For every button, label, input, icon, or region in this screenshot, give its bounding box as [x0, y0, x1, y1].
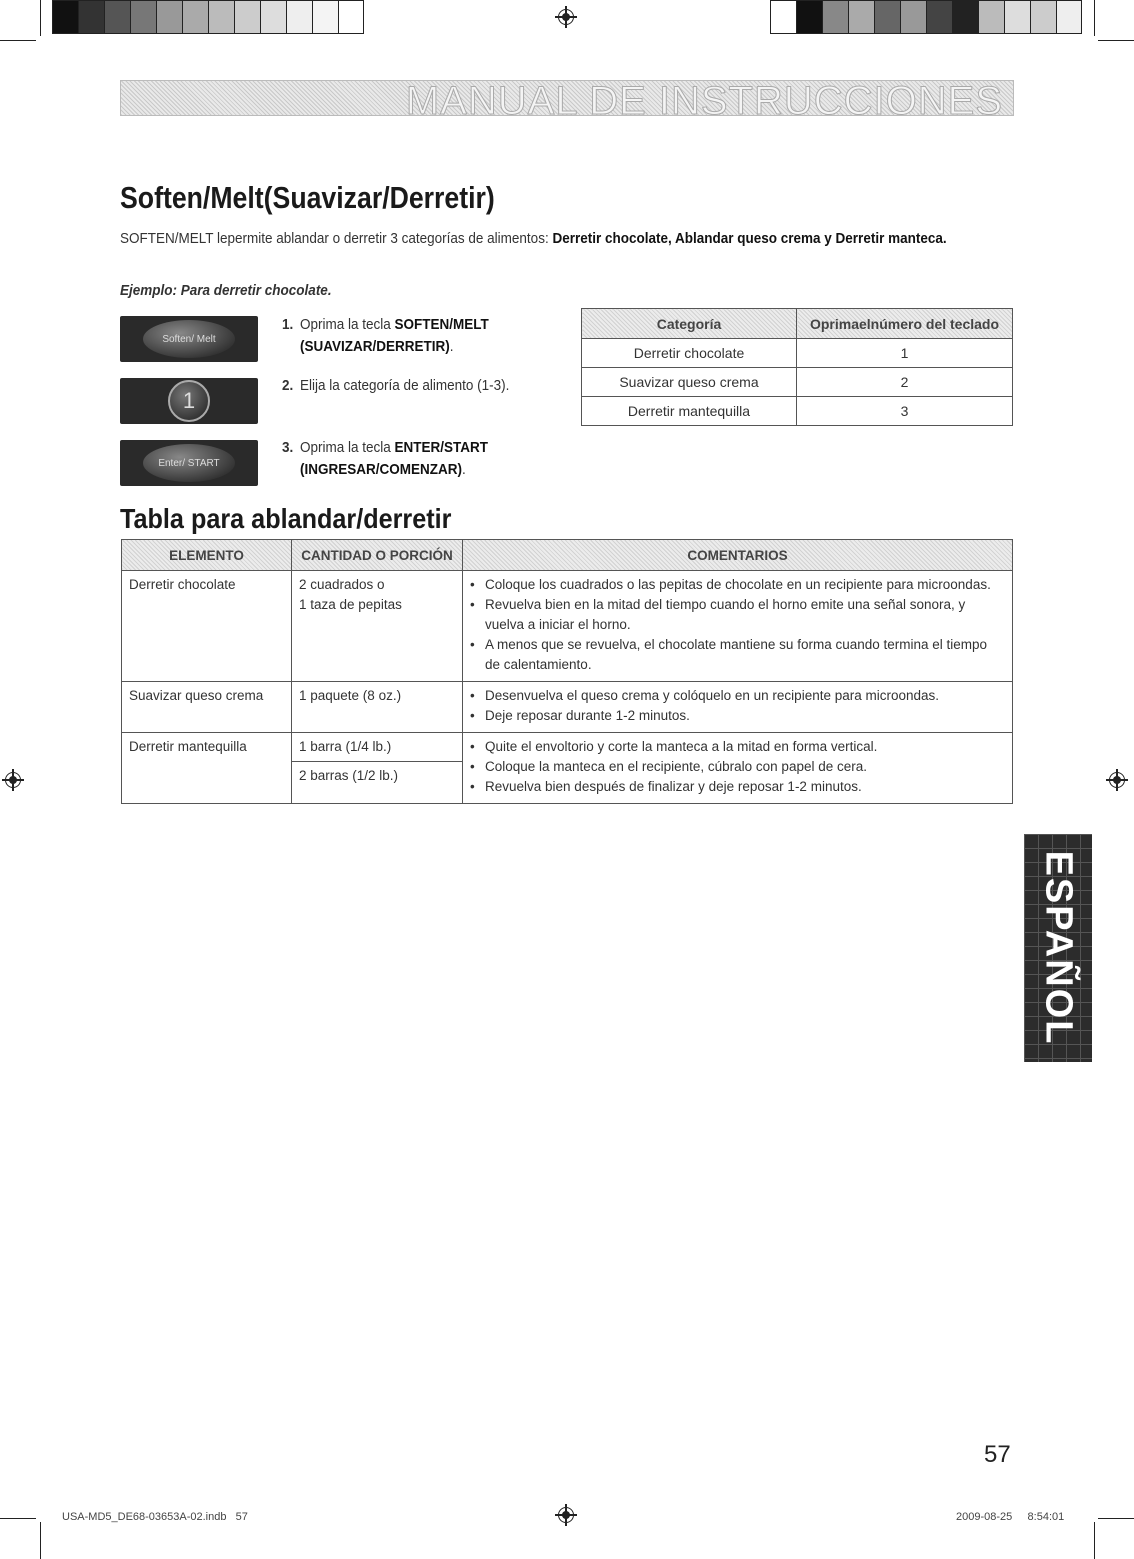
language-tab-label: ESPAÑOL: [1037, 850, 1080, 1046]
quantity-line: 1 paquete (8 oz.): [299, 688, 402, 703]
step-number: 1.: [282, 316, 294, 333]
intro-bold: Derretir chocolate, Ablandar queso crema y Derretir manteca.: [552, 230, 947, 247]
registration-mark: [2, 769, 24, 791]
registration-mark: [555, 1504, 577, 1526]
step-number: 3.: [282, 439, 294, 456]
crop-mark: [1098, 1518, 1134, 1519]
table-header-row: [582, 309, 1013, 339]
column-header-category: Categoría: [582, 309, 797, 339]
number-one-key-label: 1: [168, 380, 210, 422]
comment-item: • A menos que se revuelva, el chocolate mantiene su forma cuando termina el tiempo de calentamiento.: [470, 635, 1005, 675]
column-header-element: ELEMENTO: [122, 540, 292, 571]
footer-datetime: 2009-08-25 8:54:01: [956, 1511, 1065, 1523]
step-text: Elija la categoría de alimento (1-3).: [300, 377, 510, 394]
element-cell: Derretir chocolate: [122, 571, 292, 682]
step-tail: .: [449, 338, 454, 355]
footer-file-name: USA-MD5_DE68-03653A-02.indb 57: [62, 1511, 248, 1523]
category-cell: Derretir mantequilla: [582, 397, 797, 426]
step-key-name-es: (INGRESAR/COMENZAR): [300, 461, 462, 478]
crop-mark: [1094, 1522, 1095, 1559]
table-row: [582, 397, 1013, 426]
enter-start-key-image: [120, 440, 258, 486]
banner-title: MANUAL DE INSTRUCCIONES: [405, 79, 1003, 123]
comments-cell: [463, 571, 1013, 682]
page-number: 57: [984, 1441, 1011, 1468]
crop-mark: [1094, 0, 1095, 36]
comment-item: • Coloque los cuadrados o las pepitas de chocolate en un recipiente para microondas.: [470, 575, 1005, 595]
crop-mark: [40, 0, 41, 36]
quantity-line: 1 barra (1/4 lb.): [299, 739, 392, 754]
step-text: Oprima la tecla: [300, 439, 395, 456]
step-key-name-es: (SUAVIZAR/DERRETIR): [300, 338, 450, 355]
category-cell: Suavizar queso crema: [582, 368, 797, 397]
step-text: Oprima la tecla: [300, 316, 395, 333]
crop-mark: [40, 1522, 41, 1559]
header-banner: [120, 79, 1014, 123]
quantity-line: 1 taza de pepitas: [299, 597, 402, 612]
element-cell: Derretir mantequilla: [122, 733, 292, 804]
intro-paragraph: [120, 228, 1020, 250]
step-3: [282, 437, 488, 481]
step-key-name: SOFTEN/MELT: [394, 316, 489, 333]
element-cell: Suavizar queso crema: [122, 682, 292, 733]
comments-cell: [463, 733, 1013, 804]
category-table: [581, 308, 1013, 426]
comment-item: • Desenvuelva el queso crema y colóquelo en un recipiente para microondas.: [470, 686, 1005, 706]
quantity-cell: [292, 733, 463, 804]
column-header-comments: COMENTARIOS: [463, 540, 1013, 571]
keypad-number-cell: 3: [797, 397, 1013, 426]
crop-mark: [0, 40, 36, 41]
calibration-strip-left: [52, 0, 364, 34]
table-row: [122, 682, 1013, 733]
table-row: [122, 571, 1013, 682]
step-1: [282, 314, 489, 358]
comment-item: • Coloque la manteca en el recipiente, cúbralo con papel de cera.: [470, 757, 1005, 777]
quantity-line: 2 barras (1/2 lb.): [292, 761, 462, 786]
soften-melt-key-label: Soften/ Melt: [143, 320, 235, 358]
calibration-strip-right: [770, 0, 1082, 34]
section-title: Soften/Melt(Suavizar/Derretir): [120, 180, 495, 215]
number-one-key-image: [120, 378, 258, 424]
quantity-line: 2 cuadrados o: [299, 577, 385, 592]
registration-mark: [555, 6, 577, 28]
crop-mark: [1098, 40, 1134, 41]
column-header-keypad-number: Oprimaelnúmero del teclado: [797, 309, 1013, 339]
table-row: [582, 368, 1013, 397]
category-cell: Derretir chocolate: [582, 339, 797, 368]
table-row: [122, 733, 1013, 804]
step-2: [282, 375, 509, 397]
comment-item: • Revuelva bien en la mitad del tiempo cuando el horno emite una señal sonora, y vuelva a iniciar el horno.: [470, 595, 1005, 635]
soften-melt-table: [121, 539, 1013, 804]
comment-item: • Quite el envoltorio y corte la manteca a la mitad en forma vertical.: [470, 737, 1005, 757]
step-tail: .: [462, 461, 466, 478]
example-line: Ejemplo: Para derretir chocolate.: [120, 282, 332, 299]
crop-mark: [0, 1518, 36, 1519]
comments-cell: [463, 682, 1013, 733]
comment-item: • Deje reposar durante 1-2 minutos.: [470, 706, 1005, 726]
enter-start-key-label: Enter/ START: [143, 444, 235, 482]
quantity-cell: [292, 571, 463, 682]
tabla-title: Tabla para ablandar/derretir: [120, 503, 452, 534]
comment-item: • Revuelva bien después de finalizar y deje reposar 1-2 minutos.: [470, 777, 1005, 797]
intro-lead: SOFTEN/MELT lepermite ablandar o derretir 3 categorías de alimentos:: [120, 230, 553, 247]
keypad-number-cell: 2: [797, 368, 1013, 397]
step-number: 2.: [282, 377, 294, 394]
registration-mark: [1106, 769, 1128, 791]
column-header-quantity: CANTIDAD O PORCIÓN: [292, 540, 463, 571]
table-header-row: [122, 540, 1013, 571]
quantity-cell: [292, 682, 463, 733]
step-key-name: ENTER/START: [394, 439, 489, 456]
table-row: [582, 339, 1013, 368]
keypad-number-cell: 1: [797, 339, 1013, 368]
soften-melt-key-image: [120, 316, 258, 362]
